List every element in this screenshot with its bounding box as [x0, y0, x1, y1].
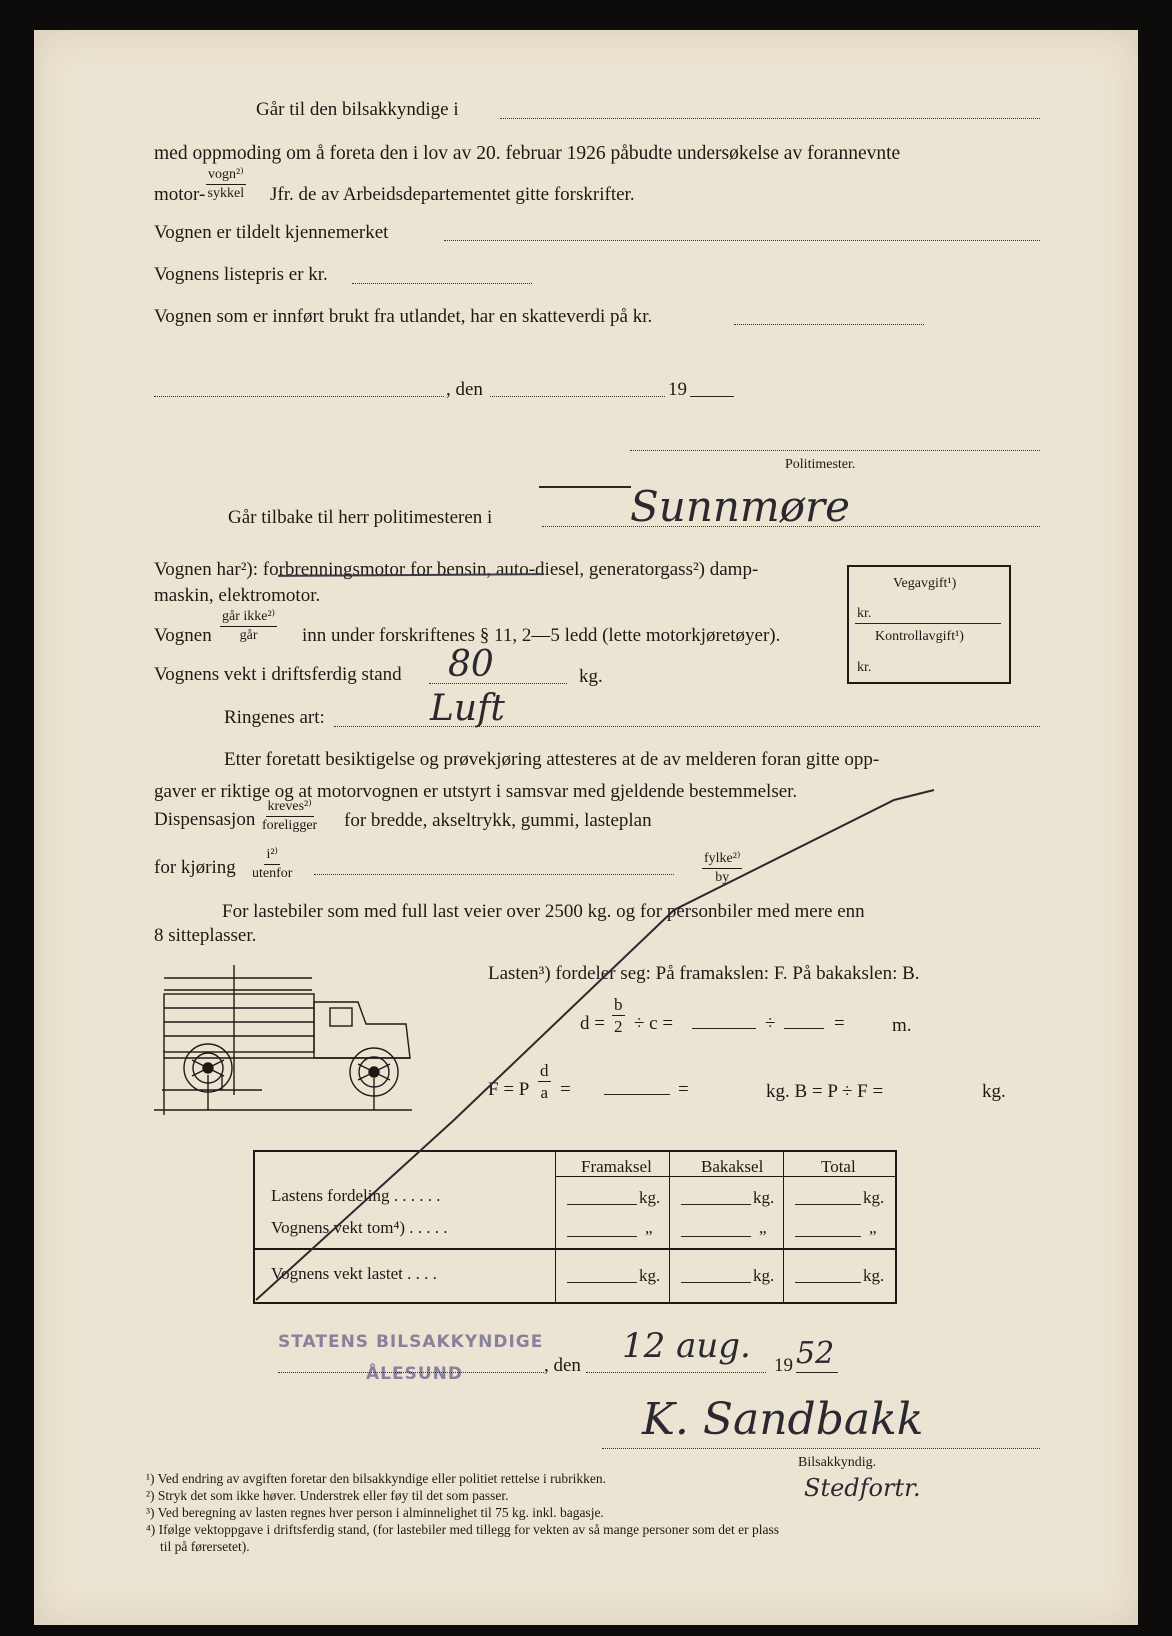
handwritten-ringenes: Luft	[430, 688, 505, 729]
field-date-2[interactable]	[586, 1372, 766, 1373]
line-tilbake: Går tilbake til herr politimesteren i	[228, 507, 493, 528]
footnote-3: ³) Ved beregning av lasten regnes hver person i alminnelighet til 75 kg. inkl. bagasje.	[146, 1505, 604, 1520]
formula-kg-2: kg.	[982, 1081, 1006, 1102]
footnote-2: ²) Stryk det som ikke høver. Understrek eller føy til det som passer.	[146, 1488, 509, 1503]
line-laste-b: 8 sitteplasser.	[154, 925, 257, 946]
handwritten-stedfortreder: Stedfortr.	[804, 1474, 921, 1502]
label-ringenes: Ringenes art:	[224, 707, 325, 728]
unit-framaksel-2: „	[645, 1218, 653, 1237]
kjoring-prefix: for kjøring	[154, 857, 236, 878]
line-oppmoding: med oppmoding om å foreta den i lov av 20. februar 1926 påbudte undersøkelse av forannevnte	[154, 143, 901, 164]
formula-div: ÷	[765, 1013, 776, 1034]
row-lastens-fordeling: Lastens fordeling . . . . . .	[271, 1186, 441, 1205]
formula-unit-m: m.	[892, 1015, 912, 1036]
kjoring-fraction: i²⁾ utenfor	[252, 847, 293, 881]
field-year-2[interactable]	[796, 1372, 838, 1373]
formula-eq-2: =	[560, 1079, 571, 1100]
strike-through-line	[34, 30, 1138, 1625]
label-den-2: , den	[544, 1355, 581, 1376]
gaar-rest: inn under forskriftenes § 11, 2—5 ledd (lette motorkjøretøyer).	[302, 625, 781, 646]
unit-bakaksel-2: „	[759, 1218, 767, 1237]
header-total: Total	[821, 1157, 856, 1176]
official-stamp-line2: ÅLESUND	[366, 1364, 463, 1384]
header-framaksel: Framaksel	[581, 1157, 652, 1176]
label-kontrollavgift: Kontrollavgift¹)	[875, 629, 964, 644]
label-year-1: 19	[668, 379, 687, 400]
field-place-2[interactable]	[278, 1372, 544, 1373]
formula-eq: =	[834, 1013, 845, 1034]
handwritten-year: 52	[796, 1336, 835, 1371]
footnote-4: ⁴) Ifølge vektoppgave i driftsferdig stand, (for lastebiler med tillegg for vekten av så mange personer som det er plass	[146, 1522, 780, 1537]
official-stamp-line1: STATENS BILSAKKYNDIGE	[278, 1332, 544, 1352]
formula-d-over-a: $\frac{d}{a}$	[540, 1061, 549, 1102]
formula-d-right: ÷ c =	[634, 1013, 674, 1034]
footnote-1: ¹) Ved endring av avgiften foretar den bilsakkyndige eller politiet rettelse i rubrikken.	[146, 1471, 607, 1486]
disp-rest: for bredde, akseltrykk, gummi, lasteplan	[344, 810, 652, 831]
motor-fraction: vogn²⁾ sykkel	[207, 167, 245, 201]
formula-d-left: d =	[580, 1013, 605, 1034]
formula-b-over-2: $\frac{b}{2}$	[614, 995, 623, 1036]
handwritten-vekt: 80	[448, 644, 494, 685]
label-vekt: Vognens vekt i driftsferdig stand	[154, 664, 402, 685]
line-listepris: Vognens listepris er kr.	[154, 264, 328, 285]
line-laste-a: For lastebiler som med full last veier over 2500 kg. og for personbiler med mere enn	[222, 901, 865, 922]
motor-rest: Jfr. de av Arbeidsdepartementet gitte forskrifter.	[270, 184, 635, 205]
handwritten-signature: K. Sandbakk	[642, 1394, 924, 1445]
line-maskin: maskin, elektromotor.	[154, 585, 321, 606]
gaar-fraction: går ikke²⁾ går	[222, 609, 276, 643]
label-vekt-unit: kg.	[579, 666, 603, 687]
line-bilsakkyndige: Går til den bilsakkyndige i	[256, 99, 459, 120]
unit-total-1: kg.	[863, 1188, 885, 1207]
label-den-1: , den	[446, 379, 483, 400]
label-vegavgift: Vegavgift¹)	[893, 576, 957, 591]
formula-eq-3: =	[678, 1079, 689, 1100]
label-year-2: 19	[774, 1355, 793, 1376]
line-etter-b: gaver er riktige og at motorvognen er utstyrt i samsvar med gjeldende bestemmelser.	[154, 781, 798, 802]
unit-total-3: kg.	[863, 1266, 885, 1285]
line-kjennemerke: Vognen er tildelt kjennemerket	[154, 222, 389, 243]
fylke-fraction: fylke²⁾ by	[704, 851, 741, 885]
handwritten-date: 12 aug.	[622, 1326, 751, 1366]
line-vognen-har: Vognen har²): forbrenningsmotor for bensin, auto-diesel, generatorgass²) damp-	[154, 559, 759, 580]
unit-total-2: „	[869, 1218, 877, 1237]
unit-bakaksel-3: kg.	[753, 1266, 775, 1285]
field-signature[interactable]	[602, 1448, 1040, 1449]
unit-framaksel-3: kg.	[639, 1266, 661, 1285]
label-kr-2: kr.	[857, 660, 872, 675]
header-bakaksel: Bakaksel	[701, 1157, 764, 1176]
formula-F: F = P	[488, 1079, 530, 1100]
gaar-prefix: Vognen	[154, 625, 212, 646]
footnote-4-cont: til på førersetet).	[160, 1539, 250, 1554]
line-lasten: Lasten³) fordeler seg: På framakslen: F. På bakakslen: B.	[488, 963, 920, 984]
line-skatteverdi: Vognen som er innført brukt fra utlandet, har en skatteverdi på kr.	[154, 306, 653, 327]
formula-kg-1: kg. B = P ÷ F =	[766, 1081, 884, 1102]
unit-framaksel-1: kg.	[639, 1188, 661, 1207]
label-kr-1: kr.	[857, 606, 872, 621]
line-etter-a: Etter foretatt besiktigelse og prøvekjøring attesteres at de av melderen foran gitte opp-	[224, 749, 880, 770]
row-vognens-vekt-lastet: Vognens vekt lastet . . . .	[271, 1264, 437, 1283]
disp-fraction: kreves²⁾ foreligger	[262, 799, 318, 833]
disp-prefix: Dispensasjon	[154, 809, 256, 830]
row-vognens-vekt-tom: Vognens vekt tom⁴) . . . . .	[271, 1218, 448, 1237]
unit-bakaksel-1: kg.	[753, 1188, 775, 1207]
motor-prefix: motor-	[154, 184, 206, 205]
form-page	[34, 30, 1138, 1625]
label-bilsakkyndig: Bilsakkyndig.	[798, 1455, 877, 1470]
handwritten-sunnmore: Sunnmøre	[630, 482, 850, 531]
label-politimester: Politimester.	[785, 457, 856, 472]
